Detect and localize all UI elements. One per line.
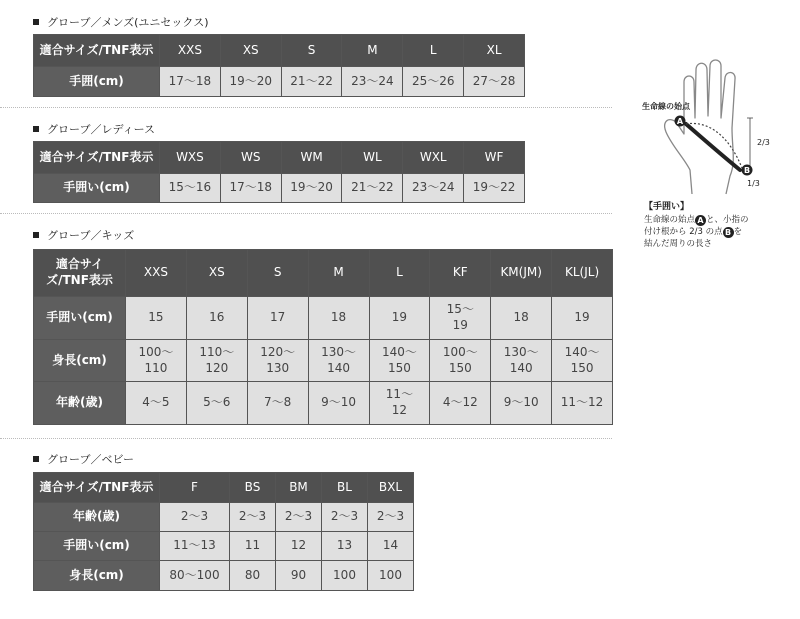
kids-value-line: 11～12 xyxy=(560,395,604,410)
kids-value-cell xyxy=(491,382,552,425)
kids-value-line: 150 xyxy=(387,360,411,375)
caption-text: 付け根から 2/3 の点 xyxy=(644,227,723,237)
kids-header-label-line: ズ/TNF表示 xyxy=(46,273,113,287)
kids-value-cell xyxy=(126,297,187,340)
kids-age-row xyxy=(34,382,613,425)
marker-b-label: B xyxy=(743,166,751,175)
baby-size-table xyxy=(33,472,414,591)
baby-size-cell: BL xyxy=(322,473,368,503)
kids-value-cell xyxy=(552,340,613,382)
kids-height-row xyxy=(34,340,613,382)
men-value-cell: 27～28 xyxy=(464,67,525,97)
ladies-hand-row xyxy=(34,174,525,203)
baby-value-cell: 100 xyxy=(322,561,368,591)
marker-a-inline-icon: A xyxy=(695,215,706,226)
men-header-row xyxy=(34,35,525,67)
kids-value-cell xyxy=(126,340,187,382)
baby-value-cell: 2～3 xyxy=(160,503,230,532)
baby-age-row xyxy=(34,503,414,532)
ladies-size-cell: WS xyxy=(220,142,281,174)
ladies-section-title xyxy=(33,121,155,137)
ladies-value-cell: 21～22 xyxy=(342,174,403,203)
kids-row-label: 身長(cm) xyxy=(34,340,126,382)
kids-value-line: 16 xyxy=(209,310,225,325)
baby-section-title xyxy=(33,451,134,467)
kids-size-cell: S xyxy=(247,250,308,297)
ladies-size-cell: WL xyxy=(342,142,403,174)
baby-value-cell: 90 xyxy=(276,561,322,591)
kids-header-label-line: 適合サイ xyxy=(55,257,104,272)
kids-size-cell: L xyxy=(369,250,430,297)
kids-value-line: 18 xyxy=(330,310,347,325)
kids-value-cell xyxy=(308,297,369,340)
men-size-cell: S xyxy=(281,35,342,67)
caption-title: 【手囲い】 xyxy=(644,202,690,212)
bullet-square-icon xyxy=(33,126,39,132)
kids-size-cell: KM(JM) xyxy=(491,250,552,297)
men-size-cell: XXS xyxy=(160,35,221,67)
kids-section-title xyxy=(33,227,134,243)
ladies-size-table xyxy=(33,141,525,203)
kids-value-line: 110 xyxy=(144,360,168,375)
men-title-text: グローブ／メンズ(ユニセックス) xyxy=(47,16,209,29)
men-value-cell: 19～20 xyxy=(220,67,281,97)
kids-value-cell xyxy=(552,297,613,340)
kids-row-label: 手囲い(cm) xyxy=(34,297,126,340)
baby-height-row xyxy=(34,561,414,591)
men-value-cell: 25～26 xyxy=(403,67,464,97)
kids-value-cell xyxy=(126,382,187,425)
ladies-value-cell: 19～22 xyxy=(464,174,525,203)
kids-size-cell: XS xyxy=(186,250,247,297)
kids-value-line: 120～ xyxy=(260,344,296,359)
ladies-header-row xyxy=(34,142,525,174)
kids-value-line: 120 xyxy=(205,360,229,375)
kids-size-cell: M xyxy=(308,250,369,297)
marker-b-inline-icon: B xyxy=(723,227,734,238)
ladies-value-cell: 23～24 xyxy=(403,174,464,203)
kids-header-row xyxy=(34,250,613,297)
baby-size-cell: BXL xyxy=(368,473,414,503)
kids-value-line: 150 xyxy=(448,360,472,375)
baby-row-label: 身長(cm) xyxy=(34,561,160,591)
start-point-label: 生命線の始点 xyxy=(642,102,690,111)
baby-value-cell: 14 xyxy=(368,532,414,561)
men-size-table xyxy=(33,34,525,97)
kids-value-cell xyxy=(308,382,369,425)
baby-value-cell: 2～3 xyxy=(322,503,368,532)
divider xyxy=(0,438,612,439)
kids-value-line: 140 xyxy=(327,360,351,375)
ladies-size-cell: WXL xyxy=(403,142,464,174)
baby-value-cell: 2～3 xyxy=(230,503,276,532)
baby-value-cell: 100 xyxy=(368,561,414,591)
kids-value-cell xyxy=(186,382,247,425)
bullet-square-icon xyxy=(33,19,39,25)
kids-value-line: 4～12 xyxy=(442,395,478,410)
baby-value-cell: 80 xyxy=(230,561,276,591)
baby-value-cell: 13 xyxy=(322,532,368,561)
men-size-cell: M xyxy=(342,35,403,67)
kids-value-line: 15 xyxy=(148,310,164,325)
hand-outline-icon xyxy=(640,58,780,198)
men-size-cell: L xyxy=(403,35,464,67)
baby-size-cell: BM xyxy=(276,473,322,503)
kids-value-line: 100～ xyxy=(138,344,174,359)
kids-row-label: 年齢(歳) xyxy=(34,382,126,425)
men-value-cell: 23～24 xyxy=(342,67,403,97)
kids-value-line: 17 xyxy=(270,310,286,325)
men-hand-row xyxy=(34,67,525,97)
ladies-size-cell: WF xyxy=(464,142,525,174)
kids-value-line: 12 xyxy=(391,403,408,417)
baby-value-cell: 2～3 xyxy=(276,503,322,532)
kids-value-cell xyxy=(186,340,247,382)
baby-value-cell: 11 xyxy=(230,532,276,561)
kids-value-line: 140 xyxy=(509,360,533,375)
baby-header-row xyxy=(34,473,414,503)
baby-header-label: 適合サイズ/TNF表示 xyxy=(34,473,160,503)
kids-size-cell: KF xyxy=(430,250,491,297)
baby-value-cell: 2～3 xyxy=(368,503,414,532)
kids-value-cell xyxy=(369,382,430,425)
kids-size-cell: KL(JL) xyxy=(552,250,613,297)
bullet-square-icon xyxy=(33,232,39,238)
kids-value-line: 4～5 xyxy=(142,395,170,410)
kids-size-cell: XXS xyxy=(126,250,187,297)
men-header-label: 適合サイズ/TNF表示 xyxy=(34,35,160,67)
kids-value-line: 9～10 xyxy=(503,395,539,410)
baby-size-cell: BS xyxy=(230,473,276,503)
ladies-row-label: 手囲い(cm) xyxy=(34,174,160,203)
kids-header-label xyxy=(34,250,126,297)
kids-value-line: 9～10 xyxy=(321,395,357,410)
kids-value-line: 15～ xyxy=(446,302,474,317)
kids-value-line: 7～8 xyxy=(264,395,292,410)
men-section-title xyxy=(33,14,209,30)
kids-value-cell xyxy=(308,340,369,382)
kids-value-cell xyxy=(247,340,308,382)
kids-value-cell xyxy=(369,340,430,382)
fraction-lower-label: 1/3 xyxy=(747,179,760,188)
kids-value-line: 19 xyxy=(452,318,468,332)
marker-a-label: A xyxy=(676,117,684,126)
caption-text: を xyxy=(733,227,743,237)
kids-hand-row xyxy=(34,297,613,340)
kids-value-line: 11～ xyxy=(385,387,414,402)
kids-value-line: 140～ xyxy=(381,344,417,359)
kids-value-cell xyxy=(430,382,491,425)
kids-value-cell xyxy=(247,382,308,425)
kids-value-cell xyxy=(430,340,491,382)
kids-value-line: 130～ xyxy=(503,344,539,359)
kids-value-cell xyxy=(430,297,491,340)
men-value-cell: 21～22 xyxy=(281,67,342,97)
kids-value-cell xyxy=(491,340,552,382)
baby-value-cell: 80～100 xyxy=(160,561,230,591)
caption-text: と、小指の xyxy=(706,215,749,225)
ladies-value-cell: 15～16 xyxy=(160,174,221,203)
ladies-value-cell: 17～18 xyxy=(220,174,281,203)
baby-size-cell: F xyxy=(160,473,230,503)
kids-value-line: 18 xyxy=(513,310,529,325)
divider xyxy=(0,107,612,108)
baby-title-text: グローブ／ベビー xyxy=(47,453,135,466)
baby-row-label: 年齢(歳) xyxy=(34,503,160,532)
kids-title-text: グローブ／キッズ xyxy=(47,229,135,242)
kids-value-line: 140～ xyxy=(564,344,600,359)
men-row-label: 手囲(cm) xyxy=(34,67,160,97)
kids-value-line: 100～ xyxy=(442,344,478,359)
ladies-size-cell: WM xyxy=(281,142,342,174)
kids-value-cell xyxy=(247,297,308,340)
kids-value-cell xyxy=(369,297,430,340)
baby-hand-row xyxy=(34,532,414,561)
divider xyxy=(0,213,612,214)
kids-value-cell xyxy=(552,382,613,425)
ladies-value-cell: 19～20 xyxy=(281,174,342,203)
kids-value-cell xyxy=(186,297,247,340)
men-size-cell: XS xyxy=(220,35,281,67)
ladies-header-label: 適合サイズ/TNF表示 xyxy=(34,142,160,174)
kids-value-line: 110～ xyxy=(199,344,235,359)
kids-value-line: 19 xyxy=(391,310,408,325)
kids-size-table xyxy=(33,249,613,425)
ladies-size-cell: WXS xyxy=(160,142,221,174)
men-value-cell: 17～18 xyxy=(160,67,221,97)
hand-measure-diagram xyxy=(640,58,780,268)
baby-value-cell: 11～13 xyxy=(160,532,230,561)
ladies-title-text: グローブ／レディース xyxy=(47,123,156,136)
caption-text: 結んだ周りの長さ xyxy=(644,239,713,249)
fraction-upper-label: 2/3 xyxy=(757,138,770,147)
caption-body xyxy=(644,214,780,250)
baby-value-cell: 12 xyxy=(276,532,322,561)
baby-row-label: 手囲い(cm) xyxy=(34,532,160,561)
men-size-cell: XL xyxy=(464,35,525,67)
caption-text: 生命線の始点 xyxy=(644,215,696,225)
kids-value-line: 130 xyxy=(266,360,290,375)
bullet-square-icon xyxy=(33,456,39,462)
kids-value-cell xyxy=(491,297,552,340)
kids-value-line: 150 xyxy=(570,360,594,375)
kids-value-line: 19 xyxy=(574,310,590,325)
kids-value-line: 5～6 xyxy=(203,395,231,410)
kids-value-line: 130～ xyxy=(321,344,357,359)
